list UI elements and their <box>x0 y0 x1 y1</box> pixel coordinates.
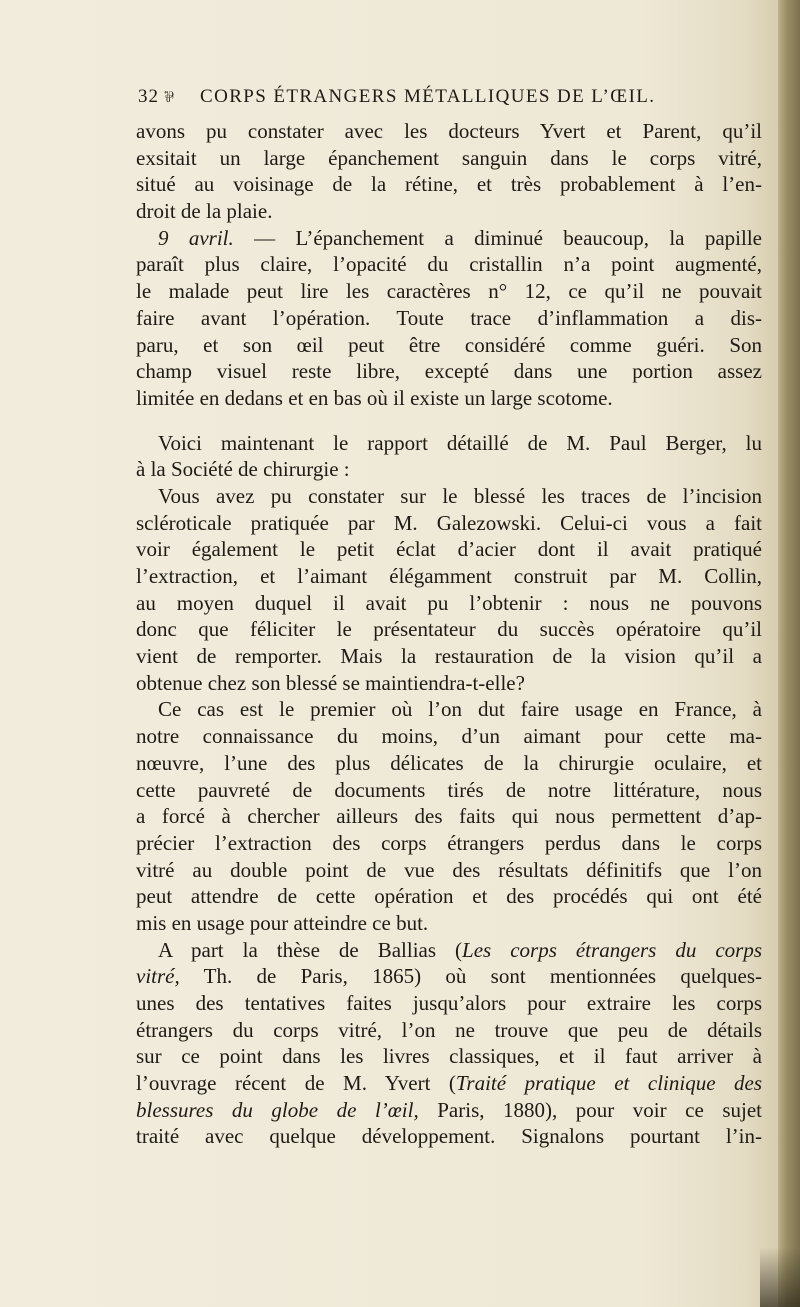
text-line: peut attendre de cette opération et des procédés qui ont été <box>136 884 762 909</box>
text-line: sur ce point dans les livres classiques, et il faut arriver à <box>136 1044 762 1069</box>
text-line <box>136 963 762 990</box>
text-line: donc que féliciter le présentateur du succès opératoire qu’il <box>136 617 762 642</box>
page-edge-shadow <box>778 0 800 1307</box>
text-line: traité avec quelque développement. Signalons pourtant l’in- <box>136 1124 762 1149</box>
text-line: nœuvre, l’une des plus délicates de la chirurgie oculaire, et <box>136 750 762 775</box>
text-line: scléroticale pratiquée par M. Galezowski. Celui-ci vous a fait <box>136 510 762 535</box>
text-line: notre connaissance du moins, d’un aimant pour cette ma- <box>136 724 762 749</box>
text-line: vitré au double point de vue des résultats définitifs que l’on <box>136 857 762 882</box>
page-header <box>138 86 698 114</box>
date-label: 9 avril. <box>158 225 234 250</box>
text-line <box>136 1097 762 1124</box>
citation-title: Les corps étrangers du corps <box>462 937 762 962</box>
text-line: voir également le petit éclat d’acier dont il avait pratiqué <box>136 537 762 562</box>
text-line: Vous avez pu constater sur le blessé les traces de l’incision <box>158 483 762 508</box>
text-line: à la Société de chirurgie : <box>136 457 350 482</box>
text-line: précier l’extraction des corps étrangers perdus dans le corps <box>136 830 762 855</box>
text-line: obtenue chez son blessé se maintiendra-t-elle? <box>136 670 525 695</box>
text-line: mis en usage pour atteindre ce but. <box>136 910 429 935</box>
text-line: étrangers du corps vitré, l’on ne trouve que peu de détails <box>136 1017 762 1042</box>
text-line: exsitait un large épanchement sanguin dans le corps vitré, <box>136 145 762 170</box>
body-text <box>136 118 762 1150</box>
text-line: l’extraction, et l’aimant élégamment construit par M. Collin, <box>136 564 762 588</box>
text-line: le malade peut lire les caractères n° 12, ce qu’il ne pouvait <box>136 279 762 304</box>
text-line: paraît plus claire, l’opacité du cristallin n’a point augmenté, <box>136 252 762 277</box>
text-line: a forcé à chercher ailleurs des faits qui nous permettent d’ap- <box>136 804 762 829</box>
text-line <box>136 225 762 252</box>
text-line: unes des tentatives faites jusqu’alors pour extraire les corps <box>136 991 762 1015</box>
text-line: cette pauvreté de documents tirés de notre littérature, nous <box>136 777 762 802</box>
text-line: faire avant l’opération. Toute trace d’inflammation a dis- <box>136 305 762 330</box>
citation-title: Traité pratique et clinique des <box>455 1071 763 1096</box>
text-line: droit de la plaie. <box>136 199 273 224</box>
text-line: situé au voisinage de la rétine, et très probablement à l’en- <box>136 172 762 197</box>
text-run: Th. de Paris, 1865) où sont mentionnées quelques- <box>179 964 762 989</box>
citation-title: vitré, <box>136 964 180 989</box>
paragraph-gap <box>136 412 762 430</box>
page-number: 32 <box>138 86 159 107</box>
running-title: CORPS ÉTRANGERS MÉTALLIQUES DE L’ŒIL. <box>200 86 656 107</box>
text-line: Ce cas est le premier où l’on dut faire usage en France, à <box>158 697 762 722</box>
text-line: vient de remporter. Mais la restauration de la vision qu’il a <box>136 644 762 669</box>
text-line: champ visuel reste libre, excepté dans une portion assez <box>136 359 762 384</box>
header-mark: ⅌ <box>164 90 175 106</box>
text-run: A part la thèse de Ballias ( <box>158 937 463 962</box>
text-line: Voici maintenant le rapport détaillé de M. Paul Berger, lu <box>158 430 762 455</box>
citation-title: blessures du globe de l’œil, <box>136 1097 419 1122</box>
text-run: — L’épanchement a diminué beaucoup, la papille <box>233 225 762 250</box>
text-run: Paris, 1880), pour voir ce sujet <box>418 1097 762 1122</box>
text-line <box>136 1070 762 1097</box>
text-line: limitée en dedans et en bas où il existe un large scotome. <box>136 385 613 410</box>
text-line: paru, et son œil peut être considéré comme guéri. Son <box>136 332 762 357</box>
text-line: au moyen duquel il avait pu l’obtenir : nous ne pouvons <box>136 590 762 615</box>
text-line <box>136 937 762 964</box>
text-line: avons pu constater avec les docteurs Yvert et Parent, qu’il <box>136 119 762 143</box>
corner-shadow <box>760 1247 800 1307</box>
text-run: l’ouvrage récent de M. Yvert ( <box>136 1071 456 1096</box>
